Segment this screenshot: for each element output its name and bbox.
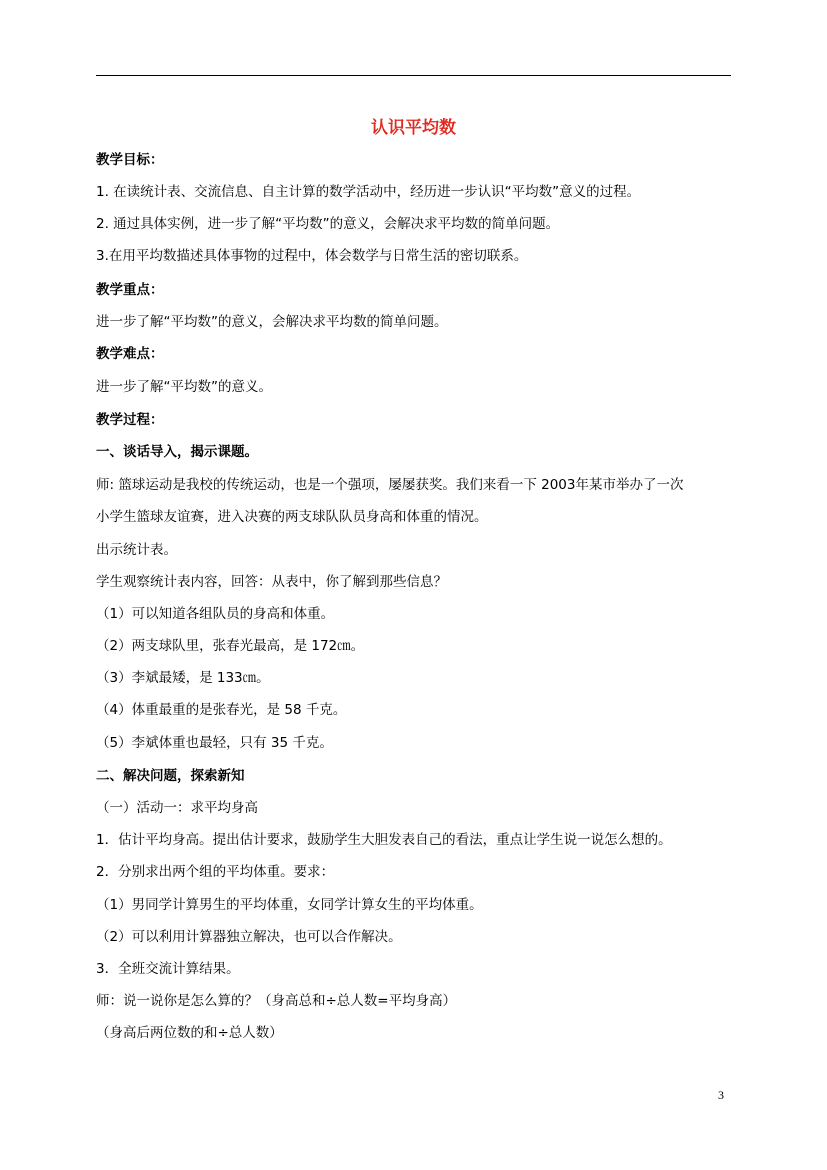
paragraph-line: 小学生篮球友谊赛，进入决赛的两支球队队员身高和体重的情况。 — [96, 509, 488, 525]
page-number: 3 — [718, 1088, 724, 1102]
document-title: 认识平均数 — [371, 118, 456, 138]
paragraph-line: 进一步了解“平均数”的意义。 — [96, 379, 272, 395]
paragraph-line: 2. 通过具体实例，进一步了解“平均数”的意义，会解决求平均数的简单问题。 — [96, 216, 560, 232]
paragraph-line: （3）李斌最矮，是 133㎝。 — [96, 670, 270, 686]
paragraph-line: 学生观察统计表内容，回答：从表中，你了解到那些信息？ — [96, 574, 447, 590]
paragraph-line: （1）男同学计算男生的平均体重，女同学计算女生的平均体重。 — [96, 897, 483, 913]
paragraph-line: （5）李斌体重也最轻，只有 35 千克。 — [96, 735, 333, 751]
paragraph-line: 师: 篮球运动是我校的传统运动，也是一个强项，屡屡获奖。我们来看一下 2003年某市举办了一次 — [96, 477, 684, 493]
paragraph-line: 1．估计平均身高。提出估计要求，鼓励学生大胆发表自己的看法，重点让学生说一说怎么想的。 — [96, 832, 672, 848]
paragraph-line: （一）活动一：求平均身高 — [96, 800, 258, 816]
section-heading: 教学重点： — [96, 282, 164, 298]
paragraph-line: （1）可以知道各组队员的身高和体重。 — [96, 606, 335, 622]
paragraph-line: 进一步了解“平均数”的意义，会解决求平均数的简单问题。 — [96, 314, 448, 330]
paragraph-line: （身高后两位数的和÷总人数） — [96, 1025, 283, 1041]
header-rule — [96, 75, 731, 76]
section-heading: 教学难点： — [96, 346, 164, 362]
paragraph-line: 3.在用平均数描述具体事物的过程中，体会数学与日常生活的密切联系。 — [96, 248, 528, 264]
paragraph-line: 3．全班交流计算结果。 — [96, 961, 240, 977]
section-heading: 教学过程： — [96, 412, 164, 428]
section-heading: 二、解决问题，探索新知 — [96, 768, 245, 784]
paragraph-line: （2）两支球队里，张春光最高，是 172㎝。 — [96, 638, 365, 654]
paragraph-line: 师：说一说你是怎么算的？（身高总和÷总人数=平均身高） — [96, 993, 457, 1009]
paragraph-line: 2．分别求出两个组的平均体重。要求： — [96, 864, 335, 880]
paragraph-line: 1. 在读统计表、交流信息、自主计算的数学活动中，经历进一步认识“平均数”意义的过程。 — [96, 184, 641, 200]
paragraph-line: （4）体重最重的是张春光，是 58 千克。 — [96, 702, 347, 718]
paragraph-line: 出示统计表。 — [96, 542, 177, 558]
paragraph-line: （2）可以利用计算器独立解决，也可以合作解决。 — [96, 929, 402, 945]
section-heading: 一、谈话导入，揭示课题。 — [96, 444, 258, 460]
section-heading: 教学目标： — [96, 152, 164, 168]
